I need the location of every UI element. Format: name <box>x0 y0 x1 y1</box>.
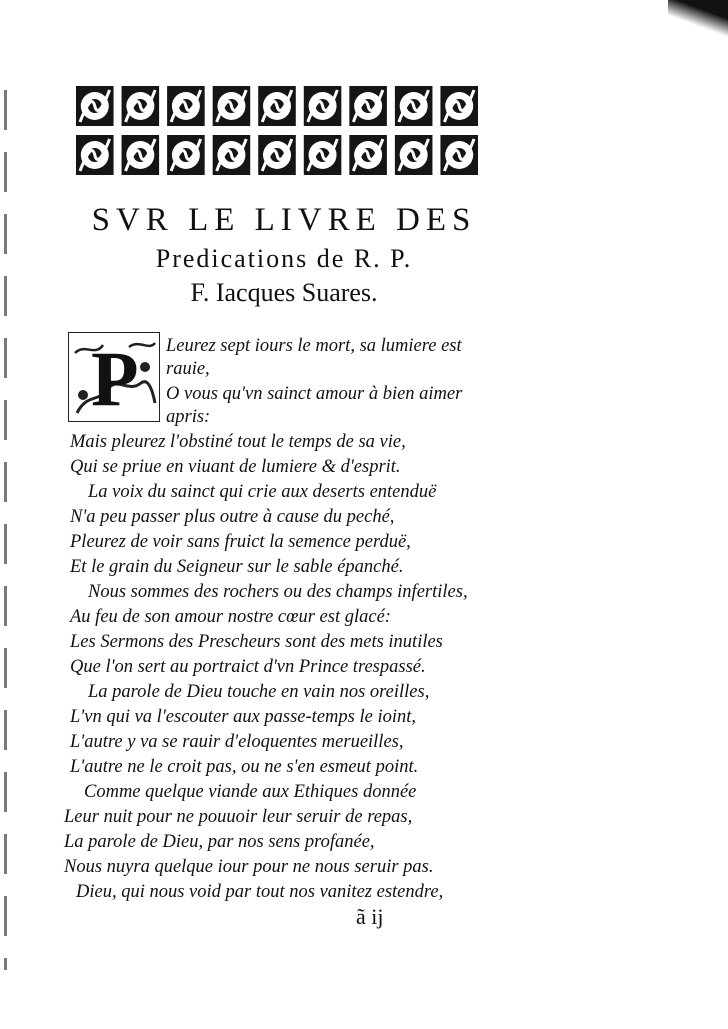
verse-line: Nous sommes des rochers ou des champs infertiles, <box>88 582 468 602</box>
verse-line: rauie, <box>166 359 210 379</box>
verse-line: La parole de Dieu touche en vain nos oreilles, <box>88 682 430 702</box>
verse-line: Pleurez de voir sans fruict la semence perduë, <box>70 532 411 552</box>
title-line-2: Predications de R. P. <box>155 244 413 273</box>
decorated-initial-p-icon <box>68 332 160 422</box>
signature-mark: ã ij <box>356 904 384 929</box>
ornamental-headpiece-icon <box>72 82 482 180</box>
verse-line: O vous qu'vn sainct amour à bien aimer <box>166 384 463 404</box>
svg-text:P: P <box>91 335 139 422</box>
verse-line: Que l'on sert au portraict d'vn Prince trespassé. <box>70 657 426 677</box>
verse-line: L'vn qui va l'escouter aux passe-temps le ioint, <box>70 707 416 727</box>
verse-line: La parole de Dieu, par nos sens profanée, <box>64 832 375 852</box>
verse-line: Mais pleurez l'obstiné tout le temps de sa vie, <box>70 432 406 452</box>
verse-line: Au feu de son amour nostre cœur est glacé: <box>70 607 391 627</box>
page-edge-shadow <box>4 90 7 970</box>
title-line-3: F. Iacques Suares. <box>190 278 378 307</box>
verse-line: Leurez sept iours le mort, sa lumiere est <box>166 336 462 356</box>
verse-line: La voix du sainct qui crie aux deserts entenduë <box>88 482 437 502</box>
verse-line: Qui se priue en viuant de lumiere & d'esprit. <box>70 457 401 477</box>
verse-line: apris: <box>166 407 211 427</box>
verse-line: Et le grain du Seigneur sur le sable épanché. <box>70 557 404 577</box>
verse-line: L'autre ne le croit pas, ou ne s'en esmeut point. <box>70 757 419 777</box>
verse-line: Dieu, qui nous void par tout nos vanitez estendre, <box>76 882 444 902</box>
verse-line: L'autre y va se rauir d'eloquentes merueilles, <box>70 732 404 752</box>
verse-line: Les Sermons des Prescheurs sont des mets inutiles <box>70 632 443 652</box>
verse-line: Leur nuit pour ne pouuoir leur seruir de repas, <box>64 807 413 827</box>
title-line-1: SVR LE LIVRE DES <box>91 202 477 238</box>
verse-line: Nous nuyra quelque iour pour ne nous seruir pas. <box>64 857 434 877</box>
corner-shadow <box>668 0 728 40</box>
verse-line: Comme quelque viande aux Ethiques donnée <box>84 782 417 802</box>
verse-line: N'a peu passer plus outre à cause du peché, <box>70 507 395 527</box>
